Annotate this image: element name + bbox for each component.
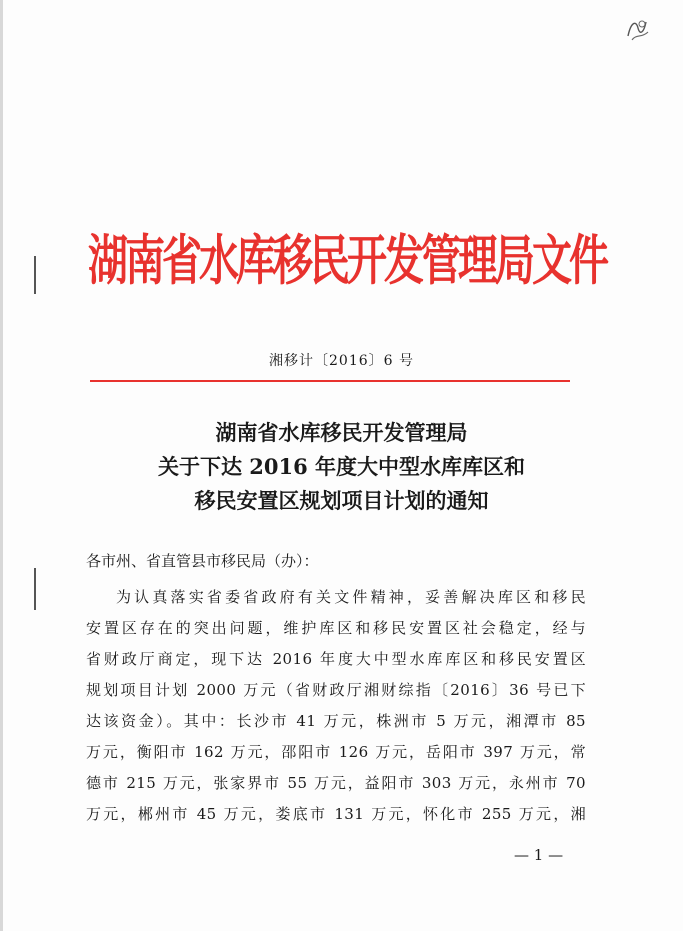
page-number: — 1 — <box>514 846 564 864</box>
body-line: 安置区存在的突出问题，维护库区和移民安置区社会稳定，经与 <box>86 619 586 637</box>
red-divider <box>90 380 570 382</box>
binding-mark <box>34 568 36 610</box>
body-line: 省财政厅商定，现下达 2016 年度大中型水库库区和移民安置区 <box>86 650 586 668</box>
handwritten-mark <box>622 14 652 44</box>
body-text <box>86 582 586 830</box>
body-line: 德市 215 万元，张家界市 55 万元，益阳市 303 万元，永州市 70 <box>86 774 586 792</box>
document-number: 湘移计〔2016〕6 号 <box>269 353 414 369</box>
title-line: 移民安置区规划项目计划的通知 <box>194 488 489 513</box>
body-line: 万元，衡阳市 162 万元，邵阳市 126 万元，岳阳市 397 万元，常 <box>86 743 586 761</box>
body-line: 万元，郴州市 45 万元，娄底市 131 万元，怀化市 255 万元，湘 <box>86 805 586 823</box>
title-line: 湖南省水库移民开发管理局 <box>215 420 468 445</box>
title-line: 关于下达 2016 年度大中型水库库区和 <box>157 454 526 479</box>
binding-mark <box>34 256 36 294</box>
body-line: 达该资金）。其中：长沙市 41 万元，株洲市 5 万元，湘潭市 85 <box>86 712 586 730</box>
notice-title <box>0 416 683 518</box>
salutation: 各市州、省直管县市移民局（办）： <box>86 552 319 570</box>
body-line: 为认真落实省委省政府有关文件精神，妥善解决库区和移民 <box>116 588 586 606</box>
issuer-heading: 湖南省水库移民开发管理局文件 <box>88 228 606 293</box>
body-line: 规划项目计划 2000 万元（省财政厅湘财综指〔2016〕36 号已下 <box>86 681 586 699</box>
